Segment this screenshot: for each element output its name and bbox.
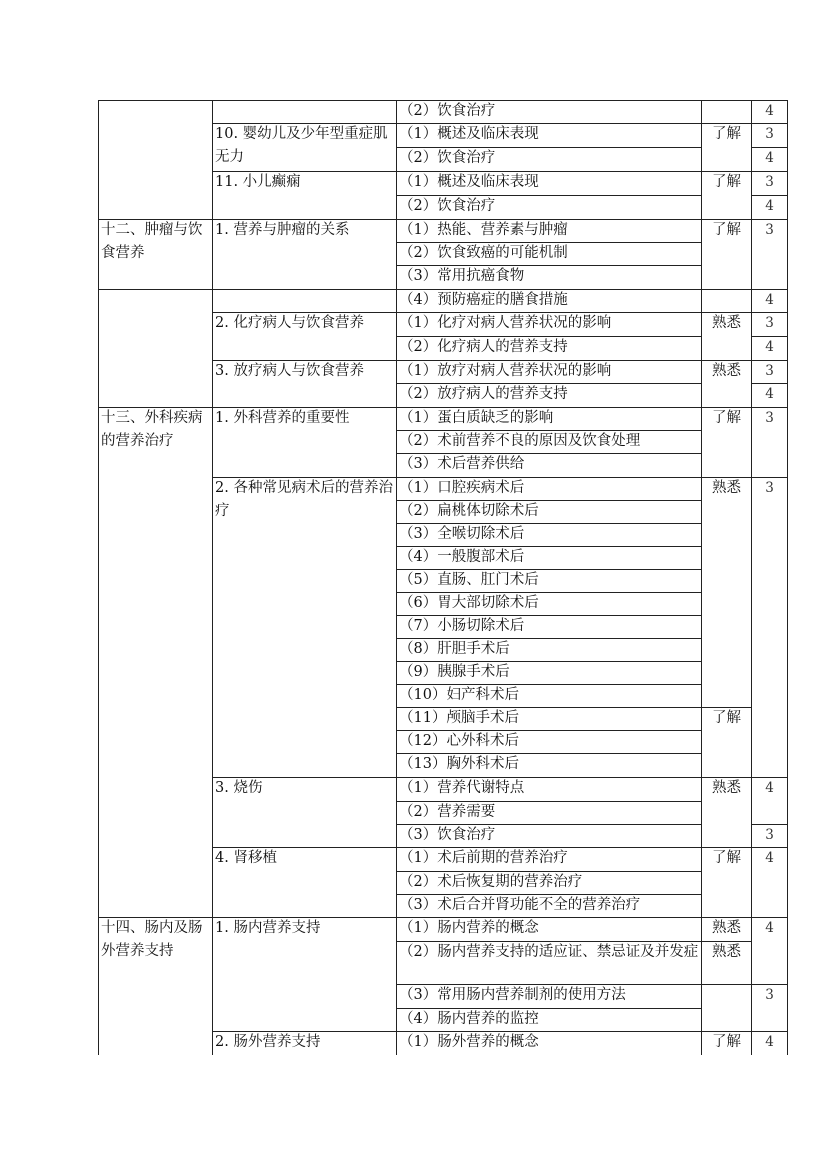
rule bbox=[212, 917, 397, 918]
rule bbox=[396, 407, 702, 408]
rule bbox=[701, 100, 752, 101]
unit-cell: 4 bbox=[765, 103, 774, 119]
rule bbox=[701, 941, 752, 942]
item-cell: （2）肠内营养支持的适应证、禁忌证及并发症 bbox=[399, 944, 699, 960]
unit-cell: 3 bbox=[765, 410, 774, 426]
rule bbox=[396, 730, 702, 731]
rule bbox=[396, 707, 702, 708]
item-cell: （1）蛋白质缺乏的影响 bbox=[399, 410, 554, 426]
item-cell: （4）预防癌症的膳食措施 bbox=[399, 292, 568, 308]
item-cell: （7）小肠切除术后 bbox=[399, 618, 525, 634]
rule bbox=[212, 123, 397, 124]
rule bbox=[212, 847, 397, 848]
rule bbox=[98, 100, 99, 1055]
rule bbox=[396, 661, 702, 662]
rule bbox=[396, 123, 702, 124]
unit-cell: 4 bbox=[765, 780, 774, 796]
level-cell: 了解 bbox=[712, 222, 741, 238]
rule bbox=[751, 383, 788, 384]
rule bbox=[396, 383, 702, 384]
level-cell: 熟悉 bbox=[712, 480, 741, 496]
rule bbox=[98, 289, 213, 290]
rule bbox=[396, 592, 702, 593]
level-cell: 熟悉 bbox=[712, 920, 741, 936]
rule bbox=[396, 917, 702, 918]
rule bbox=[396, 219, 702, 220]
rule bbox=[701, 219, 752, 220]
rule bbox=[751, 289, 788, 290]
rule bbox=[701, 100, 702, 1055]
rule bbox=[751, 147, 788, 148]
rule bbox=[396, 871, 702, 872]
item-cell: （1）肠外营养的概念 bbox=[399, 1034, 539, 1050]
item-cell: （2）术前营养不良的原因及饮食处理 bbox=[399, 433, 641, 449]
rule bbox=[396, 684, 702, 685]
rule bbox=[212, 407, 397, 408]
rule bbox=[396, 100, 702, 101]
item-cell: （2）营养需要 bbox=[399, 804, 496, 820]
rule bbox=[751, 1031, 788, 1032]
rule bbox=[212, 312, 397, 313]
rule bbox=[396, 195, 702, 196]
item-cell: （4）一般腹部术后 bbox=[399, 549, 525, 565]
level-cell: 了解 bbox=[712, 1034, 741, 1050]
section-cell: 十三、外科疾病的营养治疗 bbox=[101, 410, 203, 449]
rule bbox=[701, 1031, 752, 1032]
item-cell: （1）放疗对病人营养状况的影响 bbox=[399, 363, 612, 379]
unit-cell: 3 bbox=[765, 315, 774, 331]
rule bbox=[396, 289, 702, 290]
unit-cell: 4 bbox=[765, 386, 774, 402]
rule bbox=[396, 615, 702, 616]
topic-cell: 3. 烧伤 bbox=[215, 780, 263, 796]
rule bbox=[701, 707, 752, 708]
rule bbox=[396, 984, 702, 985]
unit-cell: 4 bbox=[765, 292, 774, 308]
item-cell: （2）饮食治疗 bbox=[399, 198, 496, 214]
unit-cell: 3 bbox=[765, 126, 774, 142]
rule bbox=[396, 265, 702, 266]
item-cell: （1）术后前期的营养治疗 bbox=[399, 850, 568, 866]
item-cell: （1）概述及临床表现 bbox=[399, 174, 539, 190]
item-cell: （2）饮食治疗 bbox=[399, 103, 496, 119]
rule bbox=[212, 477, 397, 478]
rule bbox=[212, 100, 397, 101]
rule bbox=[212, 171, 397, 172]
rule bbox=[751, 477, 788, 478]
section-cell: 十四、肠内及肠外营养支持 bbox=[101, 920, 203, 959]
rule bbox=[396, 753, 702, 754]
rule bbox=[396, 360, 702, 361]
level-cell: 了解 bbox=[712, 710, 741, 726]
rule bbox=[751, 917, 788, 918]
item-cell: （9）胰腺手术后 bbox=[399, 664, 510, 680]
item-cell: （1）肠内营养的概念 bbox=[399, 920, 539, 936]
level-cell: 了解 bbox=[712, 410, 741, 426]
level-cell: 了解 bbox=[712, 174, 741, 190]
item-cell: （1）营养代谢特点 bbox=[399, 780, 525, 796]
topic-cell: 10. 婴幼儿及少年型重症肌无力 bbox=[215, 126, 388, 165]
item-cell: （3）饮食治疗 bbox=[399, 827, 496, 843]
item-cell: （8）肝胆手术后 bbox=[399, 641, 510, 657]
rule bbox=[396, 477, 702, 478]
item-cell: （2）术后恢复期的营养治疗 bbox=[399, 874, 583, 890]
rule bbox=[751, 824, 788, 825]
unit-cell: 3 bbox=[765, 174, 774, 190]
level-cell: 熟悉 bbox=[712, 363, 741, 379]
item-cell: （1）热能、营养素与肿瘤 bbox=[399, 222, 568, 238]
unit-cell: 4 bbox=[765, 198, 774, 214]
rule bbox=[701, 289, 752, 290]
rule bbox=[751, 847, 788, 848]
rule bbox=[701, 847, 752, 848]
section-cell: 十二、肿瘤与饮食营养 bbox=[101, 222, 203, 261]
item-cell: （4）肠内营养的监控 bbox=[399, 1011, 539, 1027]
rule bbox=[396, 453, 702, 454]
rule bbox=[396, 847, 702, 848]
rule bbox=[751, 100, 788, 101]
rule bbox=[751, 195, 788, 196]
rule bbox=[396, 546, 702, 547]
rule bbox=[751, 123, 788, 124]
item-cell: （2）饮食致癌的可能机制 bbox=[399, 245, 568, 261]
rule bbox=[751, 100, 752, 1055]
unit-cell: 4 bbox=[765, 850, 774, 866]
level-cell: 了解 bbox=[712, 850, 741, 866]
level-cell: 熟悉 bbox=[712, 780, 741, 796]
rule bbox=[751, 984, 788, 985]
item-cell: （2）扁桃体切除术后 bbox=[399, 503, 539, 519]
rule bbox=[396, 242, 702, 243]
rule bbox=[701, 171, 752, 172]
rule bbox=[751, 219, 788, 220]
topic-cell bbox=[212, 100, 396, 123]
rule bbox=[701, 477, 752, 478]
rule bbox=[396, 801, 702, 802]
topic-cell: 1. 外科营养的重要性 bbox=[215, 410, 350, 426]
rule bbox=[396, 894, 702, 895]
item-cell: （1）化疗对病人营养状况的影响 bbox=[399, 315, 612, 331]
rule bbox=[212, 360, 397, 361]
rule bbox=[212, 219, 397, 220]
topic-cell: 11. 小儿癫痫 bbox=[215, 174, 301, 190]
rule bbox=[212, 777, 397, 778]
rule bbox=[212, 100, 213, 1055]
rule bbox=[396, 1031, 702, 1032]
item-cell: （11）颅脑手术后 bbox=[399, 710, 519, 726]
rule bbox=[701, 777, 752, 778]
item-cell: （1）概述及临床表现 bbox=[399, 126, 539, 142]
rule bbox=[751, 777, 788, 778]
section-cell bbox=[98, 100, 212, 219]
rule bbox=[751, 336, 788, 337]
unit-cell: 4 bbox=[765, 339, 774, 355]
item-cell: （10）妇产科术后 bbox=[399, 687, 519, 703]
rule bbox=[212, 1031, 397, 1032]
rule bbox=[787, 100, 788, 1055]
unit-cell: 4 bbox=[765, 1034, 774, 1050]
rule bbox=[396, 430, 702, 431]
rule bbox=[396, 824, 702, 825]
level-cell: 了解 bbox=[712, 126, 741, 142]
rule bbox=[98, 917, 213, 918]
rule bbox=[396, 941, 702, 942]
topic-cell: 2. 各种常见病术后的营养治疗 bbox=[215, 480, 393, 519]
unit-cell: 3 bbox=[765, 480, 774, 496]
unit-cell: 4 bbox=[765, 920, 774, 936]
rule bbox=[396, 523, 702, 524]
topic-cell: 1. 营养与肿瘤的关系 bbox=[215, 222, 350, 238]
unit-cell: 3 bbox=[765, 222, 774, 238]
rule bbox=[701, 984, 752, 985]
section-cell bbox=[98, 289, 212, 407]
rule bbox=[396, 638, 702, 639]
item-cell: （1）口腔疾病术后 bbox=[399, 480, 525, 496]
item-cell: （2）化疗病人的营养支持 bbox=[399, 339, 568, 355]
item-cell: （13）胸外科术后 bbox=[399, 756, 519, 772]
item-cell: （3）全喉切除术后 bbox=[399, 526, 525, 542]
rule bbox=[751, 407, 788, 408]
rule bbox=[396, 147, 702, 148]
topic-cell bbox=[212, 289, 396, 312]
item-cell: （3）常用肠内营养制剂的使用方法 bbox=[399, 987, 626, 1003]
rule bbox=[701, 360, 752, 361]
rule bbox=[751, 171, 788, 172]
topic-cell: 3. 放疗病人与饮食营养 bbox=[215, 363, 364, 379]
unit-cell: 3 bbox=[765, 827, 774, 843]
rule bbox=[751, 312, 788, 313]
rule bbox=[98, 100, 213, 101]
rule bbox=[751, 360, 788, 361]
unit-cell: 3 bbox=[765, 987, 774, 1003]
topic-cell: 4. 肾移植 bbox=[215, 850, 277, 866]
rule bbox=[396, 500, 702, 501]
item-cell: （3）术后合并肾功能不全的营养治疗 bbox=[399, 897, 641, 913]
rule bbox=[396, 312, 702, 313]
topic-cell: 2. 肠外营养支持 bbox=[215, 1034, 321, 1050]
item-cell: （3）术后营养供给 bbox=[399, 456, 525, 472]
level-cell: 熟悉 bbox=[712, 315, 741, 331]
item-cell: （2）放疗病人的营养支持 bbox=[399, 386, 568, 402]
topic-cell: 1. 肠内营养支持 bbox=[215, 920, 321, 936]
rule bbox=[396, 336, 702, 337]
rule bbox=[701, 123, 752, 124]
rule bbox=[98, 407, 213, 408]
rule bbox=[701, 312, 752, 313]
unit-cell: 4 bbox=[765, 150, 774, 166]
level-cell: 熟悉 bbox=[712, 944, 741, 960]
item-cell: （2）饮食治疗 bbox=[399, 150, 496, 166]
item-cell: （6）胃大部切除术后 bbox=[399, 595, 539, 611]
rule bbox=[701, 917, 752, 918]
rule bbox=[98, 219, 213, 220]
rule bbox=[396, 100, 397, 1055]
item-cell: （12）心外科术后 bbox=[399, 733, 519, 749]
topic-cell: 2. 化疗病人与饮食营养 bbox=[215, 315, 364, 331]
rule bbox=[212, 289, 397, 290]
unit-cell: 3 bbox=[765, 363, 774, 379]
rule bbox=[396, 1008, 702, 1009]
item-cell: （3）常用抗癌食物 bbox=[399, 268, 525, 284]
rule bbox=[396, 777, 702, 778]
rule bbox=[701, 407, 752, 408]
rule bbox=[396, 569, 702, 570]
rule bbox=[396, 171, 702, 172]
item-cell: （5）直肠、肛门术后 bbox=[399, 572, 539, 588]
